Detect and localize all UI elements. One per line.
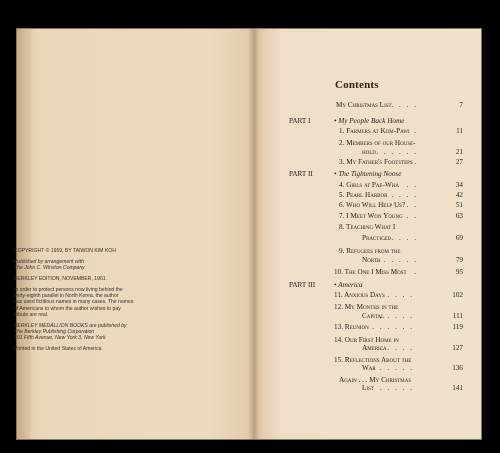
part-label: PART I	[289, 117, 311, 125]
toc-page-number: 21	[455, 148, 463, 156]
protect-line-4: of Americans to whom the author wishes to pay	[14, 305, 121, 312]
protect-line-2: thirty-eighth parallel in North Korea, the author	[14, 292, 119, 299]
toc-page-number: 69	[455, 234, 463, 242]
toc-leader-dots: . . . . . .	[376, 148, 418, 156]
toc-entry: 14. Our First Home in	[334, 336, 399, 344]
part-title: • My People Back Home	[334, 117, 405, 125]
toc-page-number: 42	[455, 191, 463, 199]
copyright-line: COPYRIGHT © 1959, BY TAIWON KIM KOH	[14, 248, 116, 254]
toc-page-number: 102	[452, 291, 463, 299]
toc-entry: 4. Girls at Pae-Wha	[339, 181, 399, 189]
toc-leader-dots: . . . . . .	[376, 256, 418, 264]
toc-page-number: 95	[455, 268, 463, 276]
toc-entry: War	[362, 364, 376, 372]
toc-entry: hold	[362, 148, 376, 156]
toc-entry: 6. Who Will Help Us?	[339, 201, 406, 209]
toc-page-number: 119	[452, 323, 463, 331]
toc-leader-dots: . .	[406, 212, 418, 220]
toc-entry: 3. My Father's Footsteps	[339, 158, 413, 166]
printed-line: Printed in the United States of America	[14, 346, 102, 353]
toc-entry: Capital	[362, 312, 385, 320]
toc-leader-dots: .	[414, 268, 418, 276]
toc-leader-dots: . . . .	[387, 291, 414, 299]
toc-entry: 13. Reunion	[334, 323, 369, 331]
toc-page-number: 63	[455, 212, 463, 220]
toc-entry: 1. Farmers at Kom-Pawi	[339, 127, 410, 135]
toc-page-number: 27	[455, 158, 463, 166]
part-label: PART III	[289, 281, 316, 289]
protect-line-1: In order to protect persons now living behind the	[14, 286, 123, 293]
toc-leader-dots: . . . . .	[379, 344, 414, 352]
toc-page-number: 11	[456, 127, 463, 135]
toc-leader-dots: .	[414, 158, 418, 166]
toc-entry: My Christmas List	[336, 101, 392, 109]
toc-entry: Again . . . My Christmas	[339, 376, 412, 384]
toc-entry: Practiced	[362, 234, 391, 242]
publisher-line-2: The Berkley Publishing Corporation	[14, 328, 95, 335]
toc-leader-dots: . . . . . .	[372, 323, 414, 331]
published-by-line-2: The John C. Winston Company	[14, 265, 85, 272]
part-title: • America	[334, 281, 363, 289]
publisher-line-1: BERKLEY MEDALLION BOOKS are published by	[14, 322, 127, 329]
published-by-line-1: Published by arrangement with	[14, 258, 84, 265]
toc-leader-dots: .	[414, 127, 418, 135]
toc-page-number: 141	[452, 384, 463, 392]
toc-leader-dots: . . . . . .	[372, 364, 414, 372]
toc-leader-dots: . . . .	[391, 191, 418, 199]
contents-title: Contents	[335, 79, 379, 91]
toc-entry: 15. Reflections About the	[334, 356, 412, 364]
toc-leader-dots: . .	[406, 201, 418, 209]
toc-entry: 5. Pearl Harbor	[339, 191, 388, 199]
toc-entry: 7. I Meet Won Young	[339, 212, 403, 220]
protect-line-3: has used fictitious names in many cases. The names	[14, 299, 134, 306]
toc-page-number: 51	[455, 201, 463, 209]
toc-page-number: 127	[452, 344, 463, 352]
toc-entry: 9. Refugees from the	[339, 247, 401, 255]
part-label: PART II	[289, 170, 313, 178]
toc-page-number: 111	[452, 312, 463, 320]
toc-leader-dots: . . . . .	[383, 234, 418, 242]
toc-entry: 12. My Months in the	[334, 303, 399, 311]
toc-entry: 2. Members of our House-	[339, 139, 416, 147]
part-title: • The Tightening Noose	[334, 170, 402, 178]
edition-line: BERKLEY EDITION, NOVEMBER, 1961	[14, 275, 106, 282]
toc-page-number: 34	[455, 181, 463, 189]
toc-entry: List	[362, 384, 374, 392]
toc-leader-dots: . .	[406, 181, 418, 189]
toc-entry: 11. Anxious Days	[334, 291, 385, 299]
toc-page-number: 136	[452, 364, 463, 372]
toc-page-number: 7	[459, 101, 463, 109]
toc-entry: 8. Teaching What I	[339, 223, 396, 231]
toc-entry: America	[362, 344, 387, 352]
toc-leader-dots: . . . .	[391, 101, 418, 109]
protect-line-5: tribute are real.	[14, 311, 49, 318]
publisher-line-3: 101 Fifth Avenue, New York 3, New York	[14, 335, 106, 342]
toc-page-number: 79	[455, 256, 463, 264]
toc-leader-dots: . . . . .	[379, 312, 414, 320]
toc-entry: North	[362, 256, 381, 264]
toc-leader-dots: . . . . .	[379, 384, 414, 392]
toc-entry: 10. The One I Miss Most	[334, 268, 407, 276]
